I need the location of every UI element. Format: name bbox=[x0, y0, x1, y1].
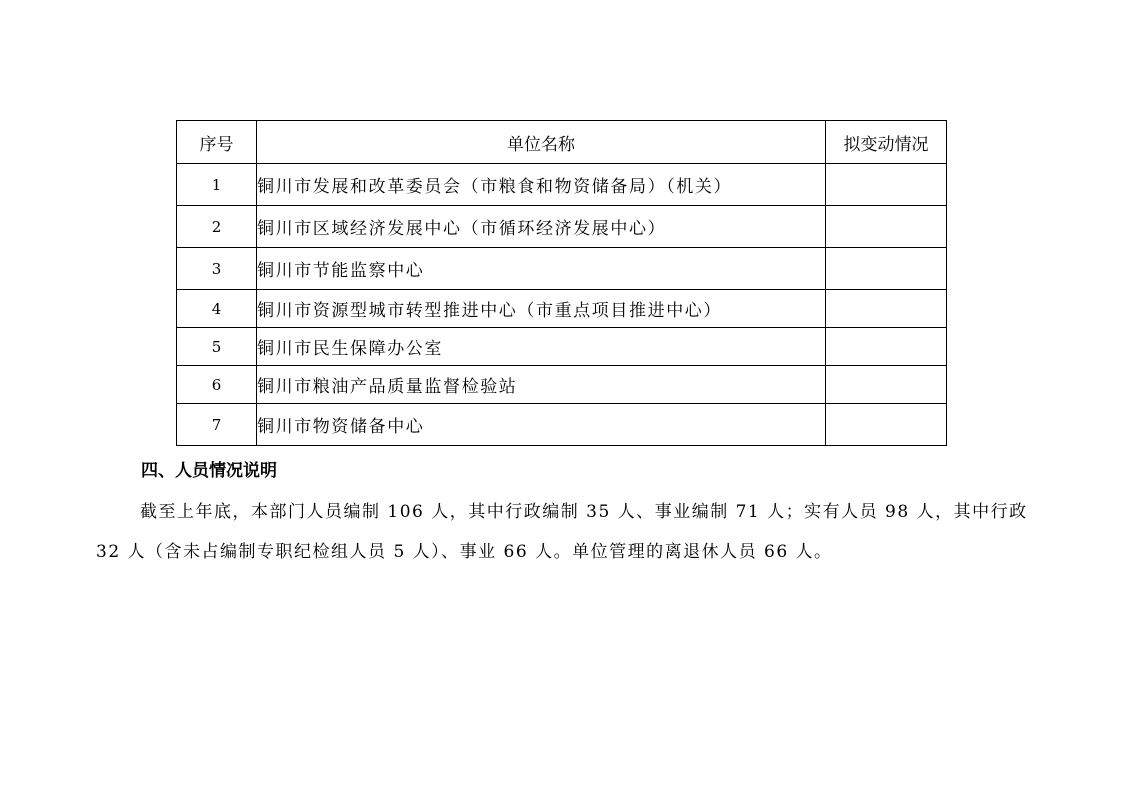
row-unit-name: 铜川市资源型城市转型推进中心（市重点项目推进中心） bbox=[257, 290, 826, 328]
row-serial-number: 5 bbox=[177, 328, 257, 366]
table-row bbox=[177, 164, 947, 206]
section-heading: 四、人员情况说明 bbox=[141, 461, 277, 481]
row-planned-change bbox=[826, 206, 947, 248]
table-header-row bbox=[177, 121, 947, 164]
table-row bbox=[177, 366, 947, 404]
row-unit-name: 铜川市节能监察中心 bbox=[257, 248, 826, 290]
row-planned-change bbox=[826, 328, 947, 366]
table-row bbox=[177, 328, 947, 366]
row-unit-name: 铜川市粮油产品质量监督检验站 bbox=[257, 366, 826, 404]
row-planned-change bbox=[826, 404, 947, 446]
table-row bbox=[177, 248, 947, 290]
table-row bbox=[177, 404, 947, 446]
staffing-paragraph: 截至上年底，本部门人员编制 106 人，其中行政编制 35 人、事业编制 71 人；实有人员 98 人，其中行政 32 人（含未占编制专职纪检组人员 5 人）、事业 66 人。单位管理的离退休人员 66 人。 bbox=[96, 502, 1028, 562]
table-row bbox=[177, 290, 947, 328]
table-row bbox=[177, 206, 947, 248]
row-planned-change bbox=[826, 290, 947, 328]
row-unit-name: 铜川市物资储备中心 bbox=[257, 404, 826, 446]
header-serial-number: 序号 bbox=[177, 121, 257, 164]
header-planned-change: 拟变动情况 bbox=[826, 121, 947, 164]
row-serial-number: 1 bbox=[177, 164, 257, 206]
header-unit-name: 单位名称 bbox=[257, 121, 826, 164]
row-unit-name: 铜川市区域经济发展中心（市循环经济发展中心） bbox=[257, 206, 826, 248]
row-serial-number: 3 bbox=[177, 248, 257, 290]
row-serial-number: 6 bbox=[177, 366, 257, 404]
row-unit-name: 铜川市发展和改革委员会（市粮食和物资储备局）（机关） bbox=[257, 164, 826, 206]
row-planned-change bbox=[826, 248, 947, 290]
units-table bbox=[176, 120, 947, 446]
row-serial-number: 7 bbox=[177, 404, 257, 446]
row-unit-name: 铜川市民生保障办公室 bbox=[257, 328, 826, 366]
row-planned-change bbox=[826, 164, 947, 206]
row-planned-change bbox=[826, 366, 947, 404]
row-serial-number: 2 bbox=[177, 206, 257, 248]
row-serial-number: 4 bbox=[177, 290, 257, 328]
